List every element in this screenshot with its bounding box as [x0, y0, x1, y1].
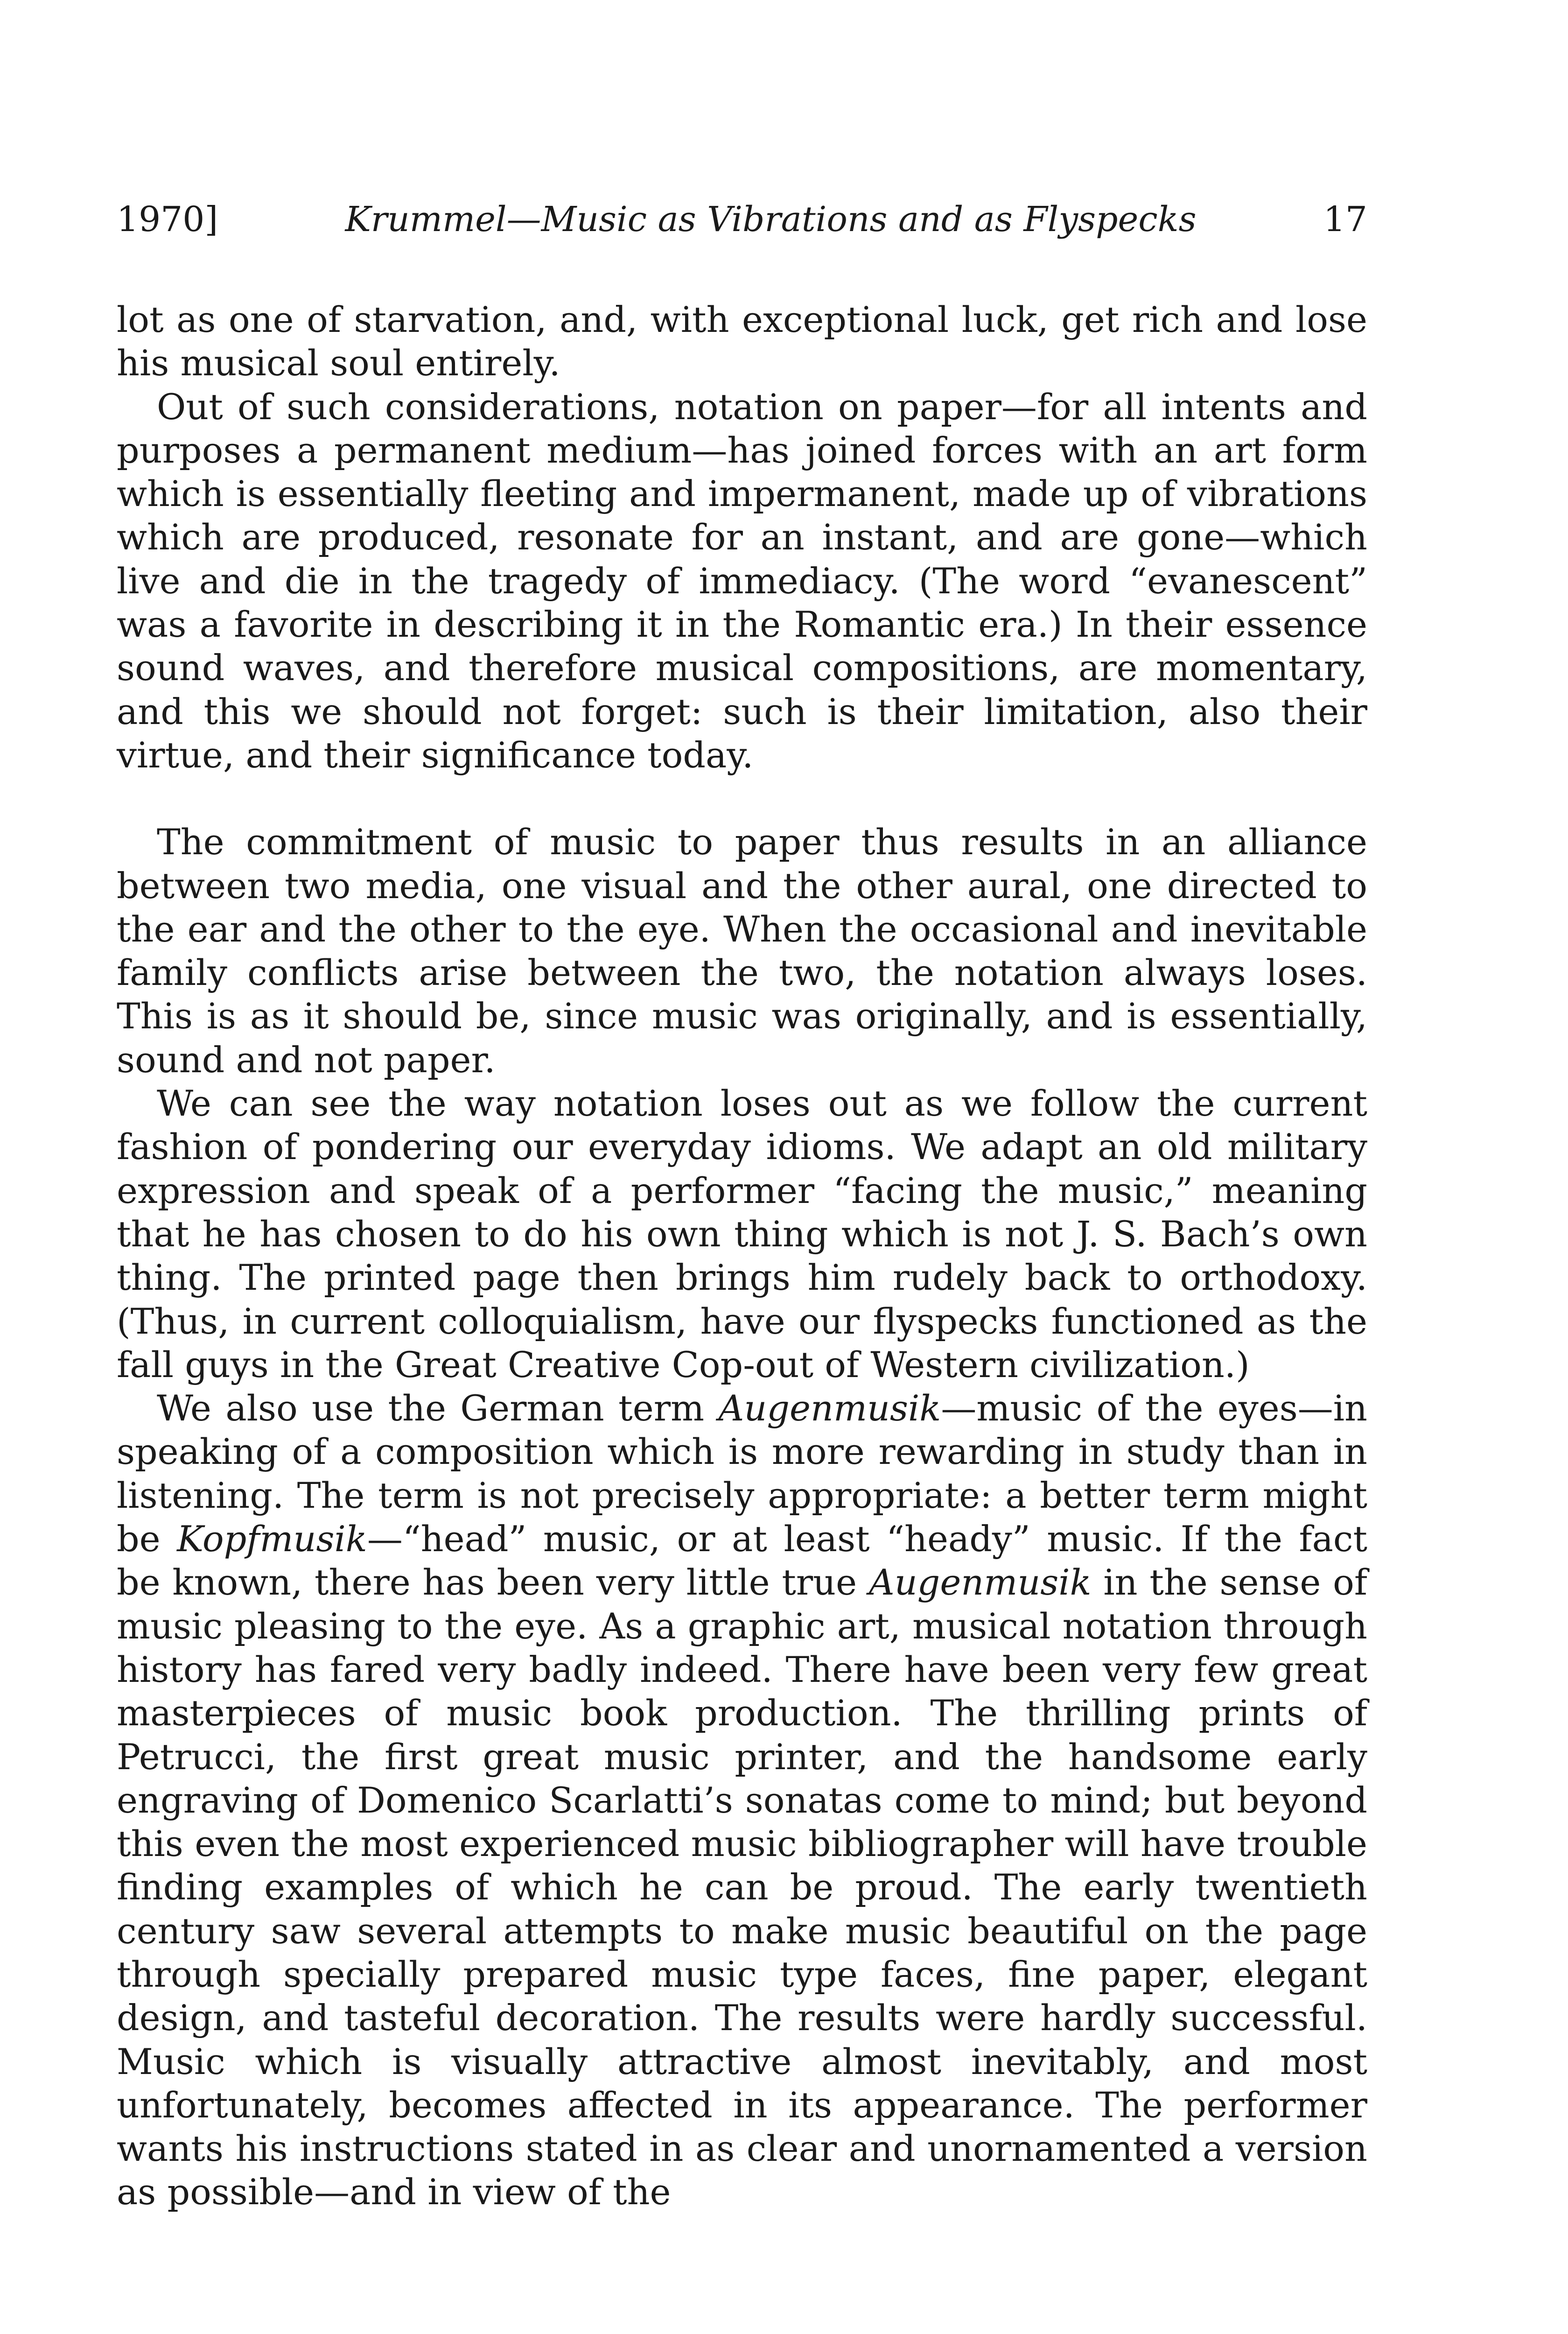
paragraph-continued: lot as one of starvation, and, with exceptional luck, get rich and lose his musical soul entirely. — [117, 299, 1367, 384]
volume-year: 1970] — [117, 199, 218, 239]
section-break — [117, 777, 1367, 820]
text-run: —music of the eyes—in speaking of a composition which is more rewarding in study than in listening. The term is not precisely appropriate: a better term might be — [117, 1387, 1367, 1560]
running-title: Krummel—Music as Vibrations and as Flyspecks — [345, 199, 1197, 239]
paragraph-notation-medium: Out of such considerations, notation on paper—for all intents and purposes a permanent medium—has joined forces with an art form which is essentially fleeting and impermanent, made up of vibrations which are produced, resonate for an instant, and are gone—which live and die in the tragedy of immediacy. (The word “evanescent” was a favorite in describing it in the Romantic era.) In their essence sound waves, and therefore musical compositions, are momentary, and this we should not forget: such is their limitation, also their virtue, and their significance today. — [117, 386, 1367, 776]
paragraph-facing-the-music: We can see the way notation loses out as we follow the current fashion of pondering our everyday idioms. We adapt an old military expression and speak of a performer “facing the music,” meaning that he has chosen to do his own thing which is not J. S. Bach’s own thing. The printed page then brings him rudely back to orthodoxy. (Thus, in current colloquialism, have our flyspecks functioned as the fall guys in the Great Creative Cop-out of Western civilization.) — [117, 1083, 1367, 1385]
italic-term-kopfmusik: Kopfmusik — [177, 1518, 367, 1560]
page-number: 17 — [1323, 199, 1367, 239]
text-run: in the sense of music pleasing to the eye. As a graphic art, musical notation through history has fared very badly indeed. There have been very few great masterpieces of music book production. The thrilling prints of Petrucci, the first great music printer, and the handsome early engraving of Domenico Scarlatti’s sonatas come to mind; but beyond this even the most experienced music bibliographer will have trouble finding examples of which he can be proud. The early twentieth century saw several attempts to make music beautiful on the page through specially prepared music type faces, fine paper, elegant design, and tasteful decoration. The results were hardly successful. Music which is visually attractive almost inevitably, and most unfortunately, becomes affected in its appearance. The performer wants his instructions stated in as clear and unornamented a version as possible—and in view of the — [117, 1561, 1368, 2213]
text-run: —“head” music, or at least “heady” music. If the fact be known, there has been very little true — [117, 1518, 1367, 1603]
italic-term-augenmusik: Augenmusik — [868, 1561, 1092, 1603]
italic-term-augenmusik: Augenmusik — [718, 1387, 941, 1429]
running-head — [117, 196, 1367, 243]
text-run: We also use the German term — [157, 1387, 719, 1429]
page — [117, 196, 1367, 2214]
paragraph-alliance: The commitment of music to paper thus results in an alliance between two media, one visual and the other aural, one directed to the ear and the other to the eye. When the occasional and inevitable family conflicts arise between the two, the notation always loses. This is as it should be, since music was originally, and is essentially, sound and not paper. — [117, 821, 1367, 1081]
paragraph-augenmusik — [117, 1386, 1367, 2214]
